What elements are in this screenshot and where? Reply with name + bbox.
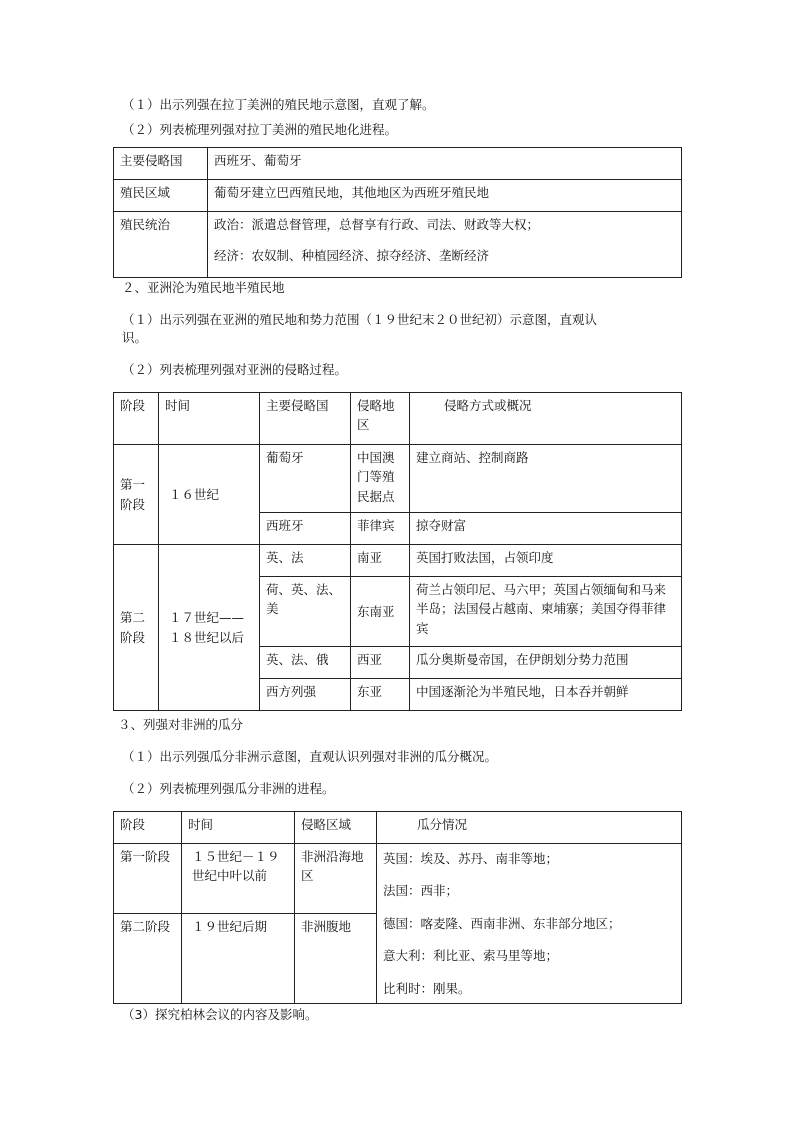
table-header-time: 时间 — [159, 393, 260, 445]
partition-belgium: 比利时：刚果。 — [383, 980, 471, 996]
partition-details-cell — [377, 844, 682, 1004]
table-cell-region: 东南亚 — [351, 577, 410, 647]
table-cell-description: 建立商站、控制商路 — [410, 445, 682, 513]
table-cell-country: 西方列强 — [260, 679, 351, 711]
sec3-paragraph-2: （２）列表梳理列强瓜分非洲的进程。 — [122, 781, 335, 796]
stage-one-time-cell: １５世纪－１９世纪中叶以前 — [182, 844, 295, 914]
sec1-paragraph-1: （１）出示列强在拉丁美洲的殖民地示意图，直观了解。 — [122, 97, 435, 112]
table-cell-region: 菲律宾 — [351, 513, 410, 545]
table-header-country: 主要侵略国 — [260, 393, 351, 445]
table-header-region: 侵略地区 — [351, 393, 410, 445]
table-header-region: 侵略区域 — [295, 812, 377, 844]
table-cell-label: 主要侵略国 — [114, 148, 208, 180]
table-cell-label: 殖民统治 — [114, 212, 208, 278]
sec3-heading: ３、列强对非洲的瓜分 — [118, 717, 244, 732]
stage-one-time-cell: １６世纪 — [159, 445, 260, 545]
table-cell-region: 东亚 — [351, 679, 410, 711]
table-cell-description: 瓜分奥斯曼帝国，在伊朗划分势力范围 — [410, 647, 682, 679]
table-cell-region: 中国澳门等殖民据点 — [351, 445, 410, 513]
table-cell-country: 西班牙 — [260, 513, 351, 545]
table-cell-label: 殖民区域 — [114, 180, 208, 212]
sec2-paragraph-1-line-1: （１）出示列强在亚洲的殖民地和势力范围（１９世纪末２０世纪初）示意图，直观认 — [122, 312, 598, 327]
table-header-partition: 瓜分情况 — [377, 812, 682, 844]
sec1-paragraph-2: （２）列表梳理列强对拉丁美洲的殖民地化进程。 — [122, 122, 398, 137]
stage-two-cell: 第二阶段 — [114, 545, 159, 711]
africa-table — [113, 811, 682, 1004]
table-cell-description: 掠夺财富 — [410, 513, 682, 545]
latin-america-table — [113, 147, 682, 278]
table-cell-country: 英、法 — [260, 545, 351, 577]
rule-economy: 经济：农奴制、种植园经济、掠夺经济、垄断经济 — [214, 248, 490, 264]
table-cell-country: 英、法、俄 — [260, 647, 351, 679]
stage-one-cell: 第一阶段 — [114, 844, 182, 914]
table-cell-value — [208, 212, 682, 278]
sec2-paragraph-2: （２）列表梳理列强对亚洲的侵略过程。 — [122, 362, 348, 377]
table-cell-country: 葡萄牙 — [260, 445, 351, 513]
table-cell-value: 葡萄牙建立巴西殖民地，其他地区为西班牙殖民地 — [208, 180, 682, 212]
table-cell-description: 中国逐渐沦为半殖民地，日本吞并朝鲜 — [410, 679, 682, 711]
sec2-paragraph-1-line-2: 识。 — [122, 330, 148, 345]
sec3-paragraph-3: （3）探究柏林会议的内容及影响。 — [122, 1007, 318, 1022]
table-cell-description: 荷兰占领印尼、马六甲；英国占领缅甸和马来半岛；法国侵占越南、柬埔寨；美国夺得菲律宾 — [410, 577, 682, 647]
sec3-paragraph-1: （１）出示列强瓜分非洲示意图，直观认识列强对非洲的瓜分概况。 — [122, 749, 498, 764]
stage-two-time-cell: １９世纪后期 — [182, 914, 295, 1004]
asia-table — [113, 392, 682, 711]
partition-italy: 意大利：利比亚、索马里等地； — [383, 948, 559, 964]
stage-two-time-cell: １７世纪——１８世纪以后 — [159, 545, 260, 711]
partition-germany: 德国：喀麦隆、西南非洲、东非部分地区； — [383, 915, 621, 931]
stage-two-cell: 第二阶段 — [114, 914, 182, 1004]
table-cell-country: 荷、英、法、美 — [260, 577, 351, 647]
stage-one-region-cell: 非洲沿海地区 — [295, 844, 377, 914]
partition-britain: 英国：埃及、苏丹、南非等地； — [383, 851, 559, 866]
table-header-time: 时间 — [182, 812, 295, 844]
rule-politics: 政治：派遣总督管理，总督享有行政、司法、财政等大权； — [214, 217, 540, 232]
table-header-stage: 阶段 — [114, 393, 159, 445]
table-cell-description: 英国打败法国，占领印度 — [410, 545, 682, 577]
table-header-description: 侵略方式或概况 — [410, 393, 682, 445]
stage-two-region-cell: 非洲腹地 — [295, 914, 377, 1004]
table-cell-value: 西班牙、葡萄牙 — [208, 148, 682, 180]
partition-france: 法国：西非； — [383, 883, 459, 899]
table-cell-region: 西亚 — [351, 647, 410, 679]
sec2-heading: ２、亚洲沦为殖民地半殖民地 — [122, 280, 285, 295]
table-header-stage: 阶段 — [114, 812, 182, 844]
stage-one-cell: 第一阶段 — [114, 445, 159, 545]
table-cell-region: 南亚 — [351, 545, 410, 577]
